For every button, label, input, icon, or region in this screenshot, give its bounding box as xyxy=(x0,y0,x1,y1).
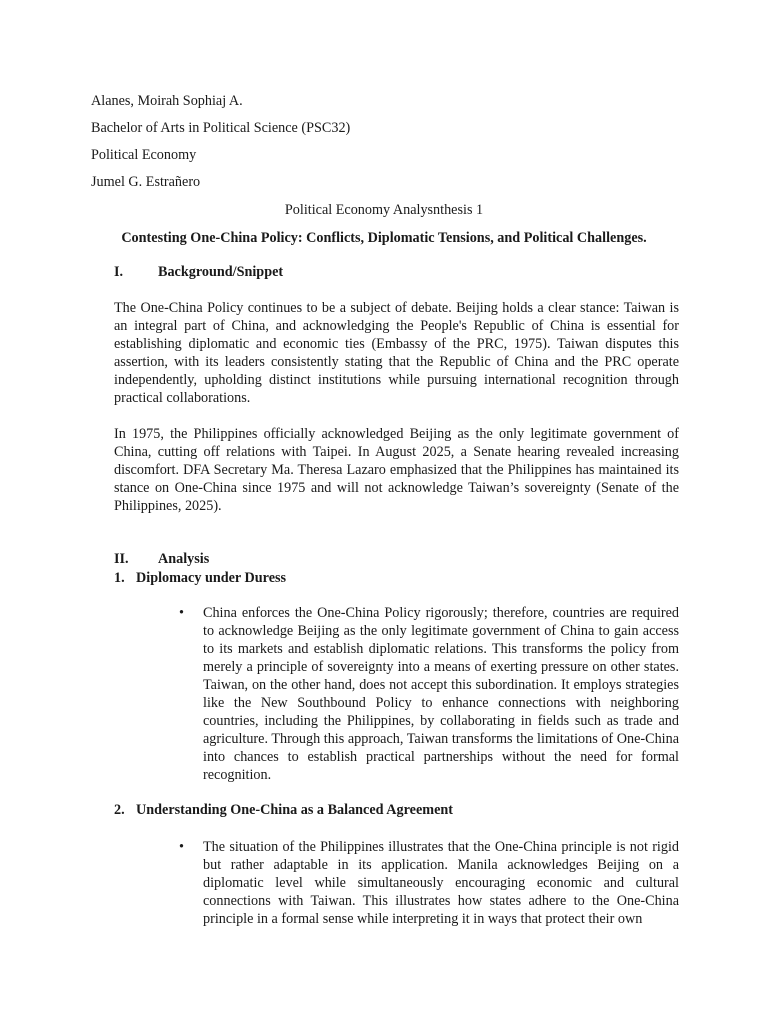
section-number: I. xyxy=(114,264,124,280)
subsection-number: 1. xyxy=(114,570,125,586)
subsection-heading-balanced-agreement xyxy=(114,801,453,819)
paragraph: In 1975, the Philippines officially acknowledged Beijing as the only legitimate government of China, cutting off relations with Taipei. In August 2025, a Senate hearing revealed increasing discomfort. DFA Secretary Ma. Theresa Lazaro emphasized that the Philippines has maintained its stance on One-China since 1975 and will not acknowledge Taiwan’s sovereignty (Senate of the Philippines, 2025). xyxy=(114,426,679,514)
list-item xyxy=(181,604,679,784)
section-title: Analysis xyxy=(158,551,210,567)
bullet-text: China enforces the One-China Policy rigorously; therefore, countries are required to acknowledge Beijing as the only legitimate government of China to gain access to its markets and establish diplomatic relations. This transforms the policy from merely a principle of sovereignty into a means of exerting pressure on other states. Taiwan, on the other hand, does not accept this subordination. It employs strategies like the New Southbound Policy to enhance connections with neighboring countries, including the Philippines, by collaborating in fields such as trade and agriculture. Through this approach, Taiwan transforms the limitations of One-China into chances to establish practical partnerships without the need for formal recognition. xyxy=(203,605,679,783)
list-item xyxy=(181,838,679,928)
paragraph: The One-China Policy continues to be a subject of debate. Beijing holds a clear stance: Taiwan is an integral part of China, and acknowledging the People's Republic of China is essential for establishing diplomatic and economic ties (Embassy of the PRC, 1975). Taiwan disputes this assertion, with its leaders consistently stating that the Republic of China and the PRC operate independently, upholding distinct institutions while pursuing international recognition through practical collaborations. xyxy=(114,300,679,406)
section-title: Background/Snippet xyxy=(158,264,284,280)
document-label: Political Economy Analysnthesis 1 xyxy=(284,202,484,218)
subsection-title: Diplomacy under Duress xyxy=(136,570,287,586)
degree-program: Bachelor of Arts in Political Science (PSC32) xyxy=(91,120,351,136)
course-name: Political Economy xyxy=(91,147,197,163)
author-name: Alanes, Moirah Sophiaj A. xyxy=(91,93,243,109)
subsection-number: 2. xyxy=(114,802,125,818)
subsection-title: Understanding One-China as a Balanced Agreement xyxy=(136,802,454,818)
bullet-text: The situation of the Philippines illustrates that the One-China principle is not rigid but rather adaptable in its application. Manila acknowledges Beijing on a diplomatic level while simultaneously encouraging economic and cultural connections with Taiwan. This illustrates how states adhere to the One-China principle in a formal sense while interpreting it in ways that protect their own xyxy=(203,839,679,927)
bullet-icon: • xyxy=(179,839,184,855)
section-number: II. xyxy=(114,551,129,567)
bullet-icon: • xyxy=(179,605,184,621)
instructor-name: Jumel G. Estrañero xyxy=(91,174,201,190)
section-heading-analysis xyxy=(114,550,209,568)
subsection-heading-diplomacy xyxy=(114,569,286,587)
section-heading-background xyxy=(114,263,283,281)
document-title: Contesting One-China Policy: Conflicts, Diplomatic Tensions, and Political Challenges. xyxy=(121,230,647,246)
